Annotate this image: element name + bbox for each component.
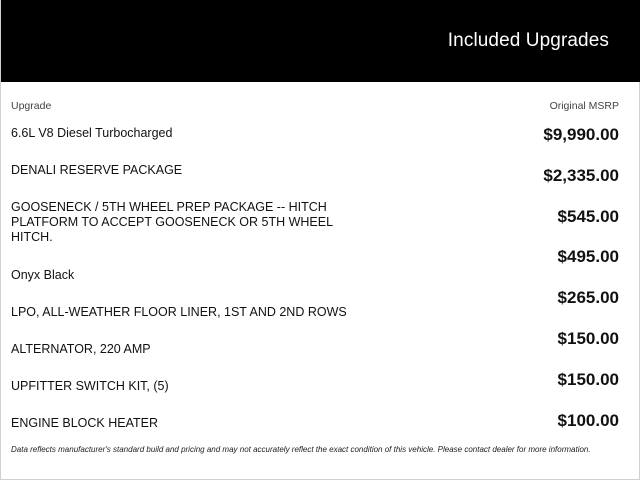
msrp-price-list bbox=[543, 125, 619, 451]
msrp-price: $150.00 bbox=[557, 369, 619, 389]
pricing-disclaimer: Data reflects manufacturer's standard build and pricing and may not accurately reflect the exact condition of this vehicle. Please contact dealer for more information. bbox=[11, 445, 591, 454]
upgrade-name: UPFITTER SWITCH KIT, (5) bbox=[11, 379, 169, 393]
upgrade-name: 6.6L V8 Diesel Turbocharged bbox=[11, 126, 173, 140]
header-bar bbox=[1, 0, 640, 82]
upgrade-name: GOOSENECK / 5TH WHEEL PREP PACKAGE -- HITCH PLATFORM TO ACCEPT GOOSENECK OR 5TH WHEEL HITCH. bbox=[11, 200, 333, 244]
header-title: Included Upgrades bbox=[447, 30, 609, 51]
msrp-price: $150.00 bbox=[557, 328, 619, 348]
upgrade-name: ENGINE BLOCK HEATER bbox=[11, 416, 159, 430]
upgrade-name: DENALI RESERVE PACKAGE bbox=[11, 163, 183, 177]
msrp-price: $2,335.00 bbox=[543, 165, 619, 185]
msrp-price: $545.00 bbox=[557, 206, 619, 226]
msrp-column-header: Original MSRP bbox=[549, 100, 619, 112]
upgrade-name: ALTERNATOR, 220 AMP bbox=[11, 342, 151, 356]
msrp-price: $495.00 bbox=[557, 247, 619, 267]
upgrade-column-header: Upgrade bbox=[11, 100, 52, 112]
msrp-price: $9,990.00 bbox=[543, 125, 619, 144]
upgrade-name: Onyx Black bbox=[11, 268, 75, 282]
upgrade-name: LPO, ALL-WEATHER FLOOR LINER, 1ST AND 2ND ROWS bbox=[11, 305, 347, 319]
upgrade-name-list bbox=[11, 126, 361, 453]
msrp-price: $265.00 bbox=[557, 288, 619, 308]
msrp-price: $100.00 bbox=[557, 410, 619, 430]
